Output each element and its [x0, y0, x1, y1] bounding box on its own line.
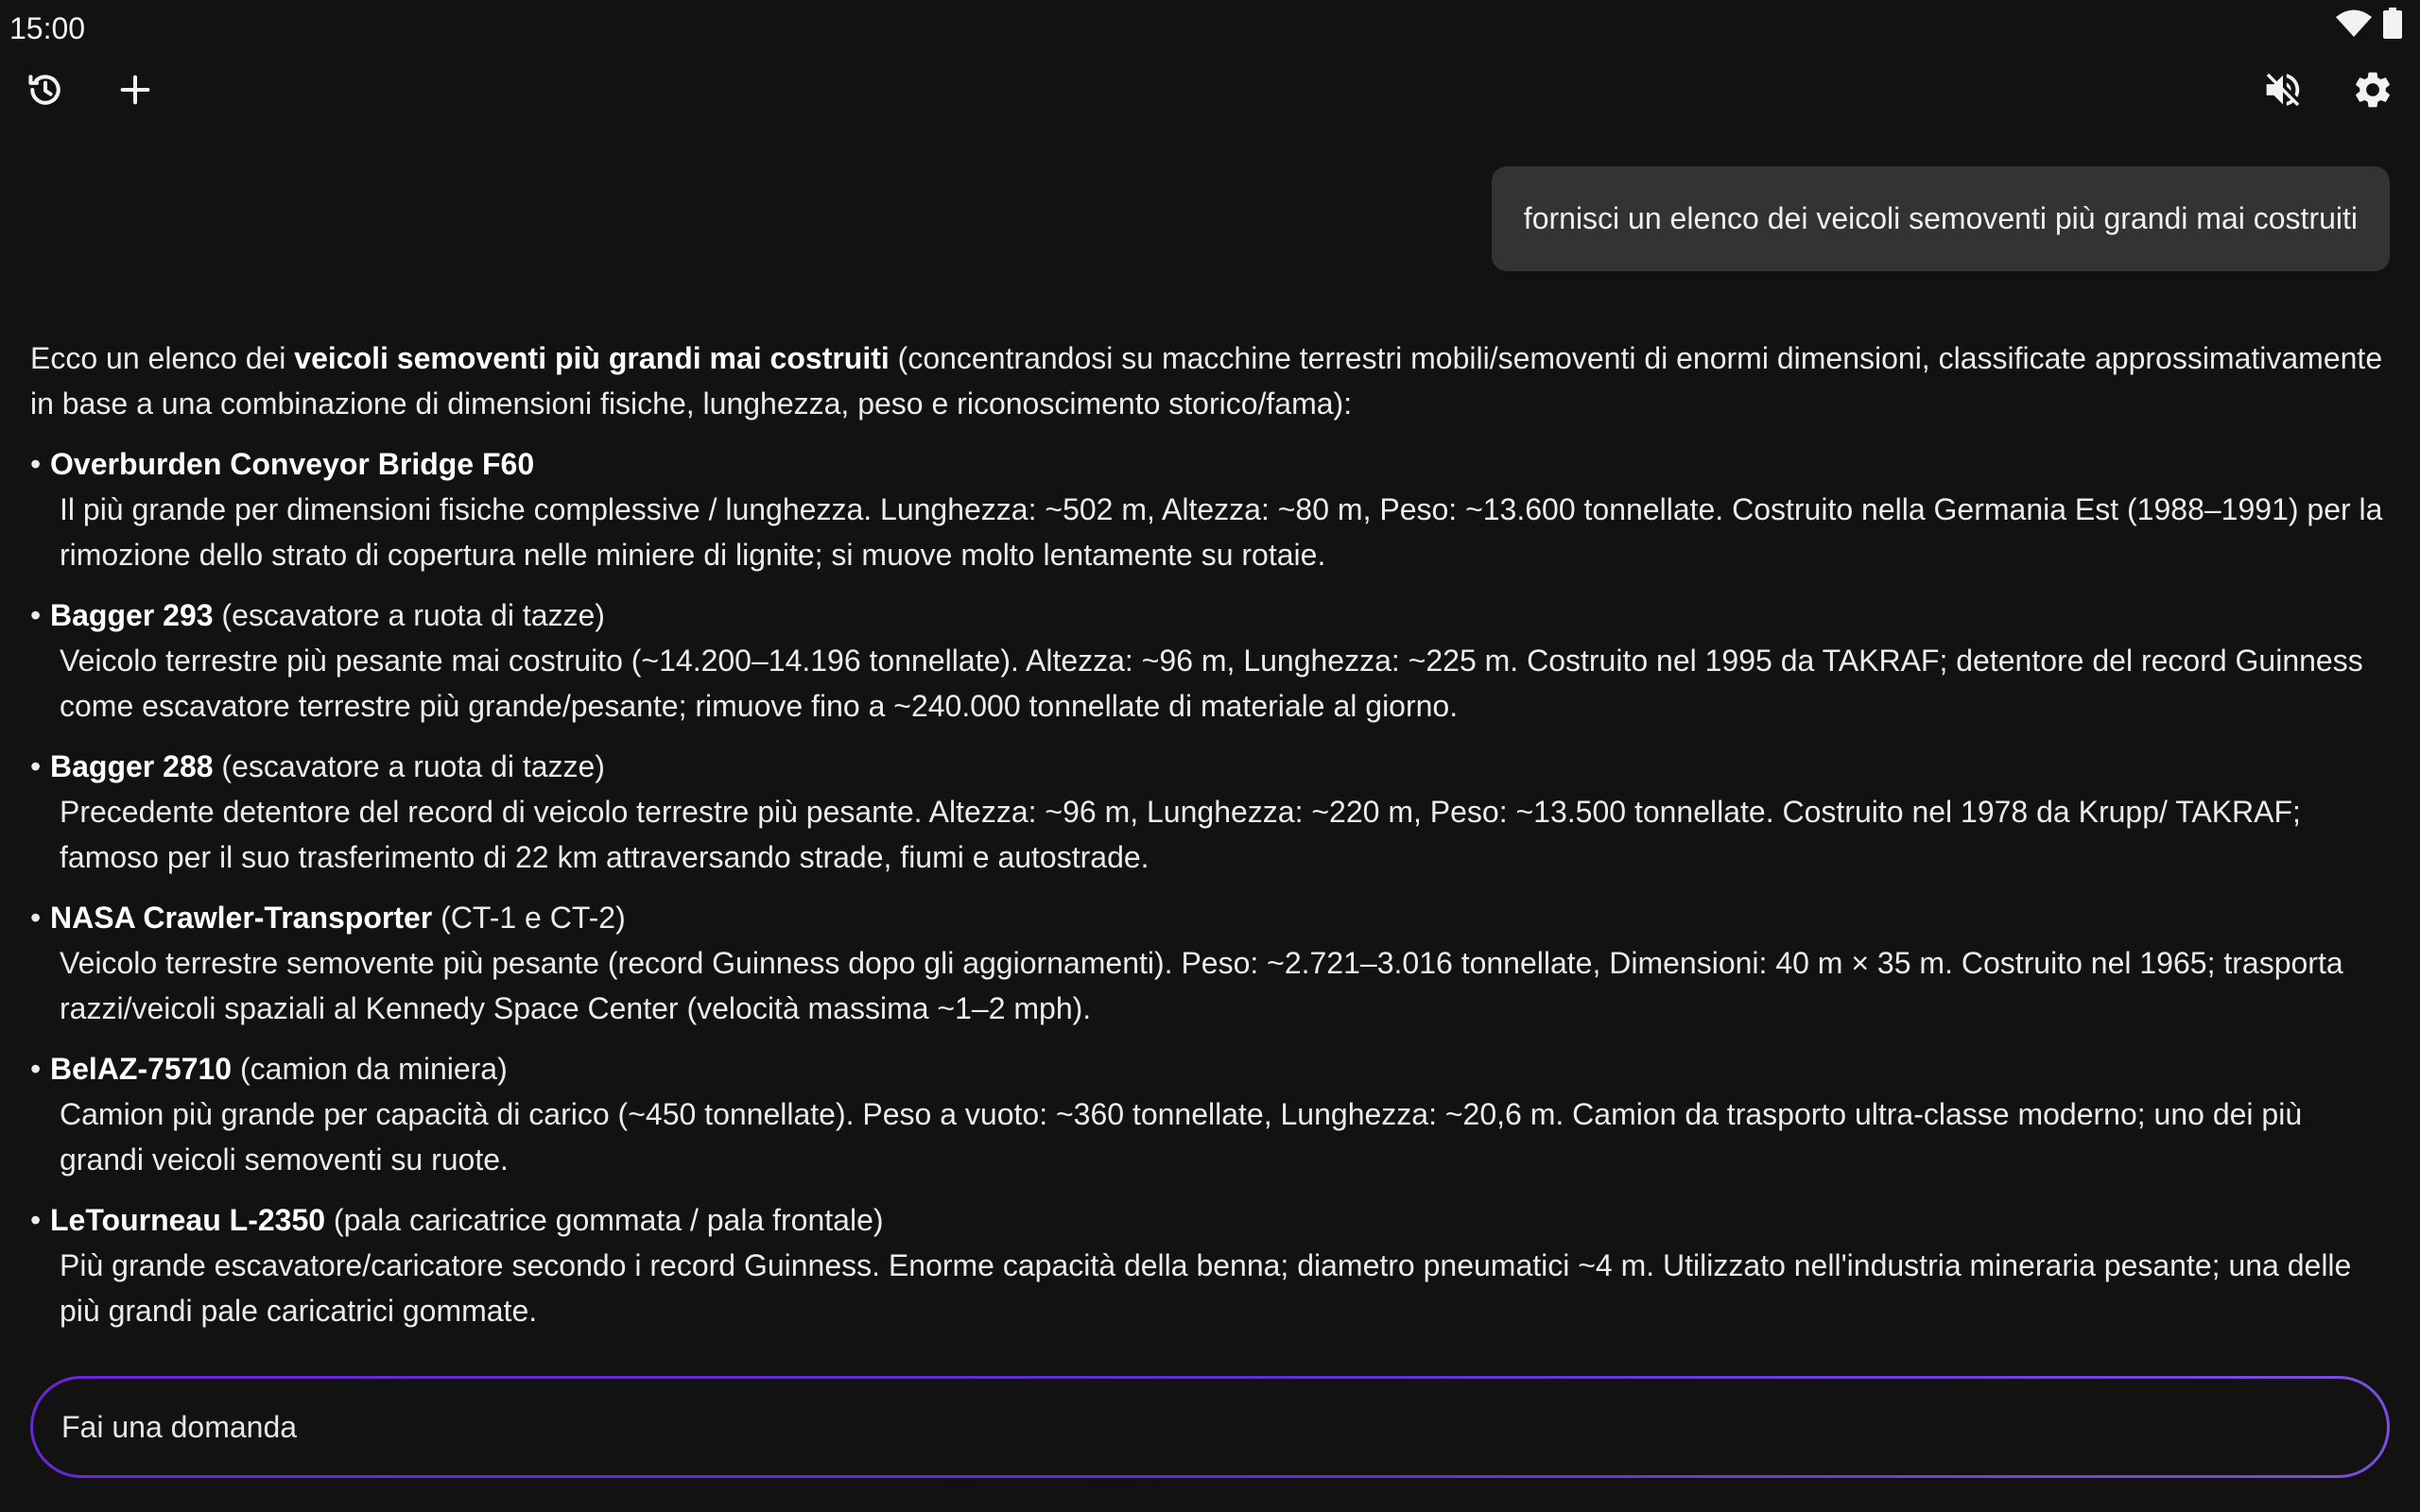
list-item: [30, 593, 2394, 729]
list-item: [30, 744, 2394, 880]
item-name: Overburden Conveyor Bridge F60: [50, 447, 535, 481]
item-subtitle: (CT-1 e CT-2): [432, 901, 626, 935]
list-item: [30, 441, 2394, 577]
user-message-text: fornisci un elenco dei veicoli semoventi più grandi mai costruiti: [1523, 201, 2358, 235]
item-description: Più grande escavatore/caricatore secondo i record Guinness. Enorme capacità della benna; diametro pneumatici ~4 m. Utilizzato nell'industria mineraria pesante; una delle più grandi pale caricatrici gommate.: [60, 1248, 2352, 1328]
item-description: Precedente detentore del record di veicolo terrestre più pesante. Altezza: ~96 m, Lunghezza: ~220 m, Peso: ~13.500 tonnellate. Costruito nel 1978 da Krupp/ TAKRAF; famoso per il suo trasferimento di 22 km attraversando strade, fiumi e autostrade.: [60, 795, 2301, 874]
assistant-answer: [30, 335, 2394, 1349]
item-name: LeTourneau L-2350: [50, 1203, 326, 1237]
battery-icon: [2382, 8, 2403, 44]
history-icon: [25, 69, 66, 115]
item-subtitle: (escavatore a ruota di tazze): [213, 598, 605, 632]
mute-button[interactable]: [2254, 62, 2312, 121]
toolbar: [0, 62, 2420, 121]
status-bar: [0, 0, 2420, 57]
new-chat-button[interactable]: [106, 62, 164, 121]
answer-intro: [30, 335, 2394, 426]
vehicle-list: [30, 441, 2394, 1333]
list-item: [30, 1046, 2394, 1182]
item-description: Il più grande per dimensioni fisiche complessive / lunghezza. Lunghezza: ~502 m, Altezza: ~80 m, Peso: ~13.600 tonnellate. Costruito nella Germania Est (1988–1991) per la rimozione dello strato di copertura nelle miniere di lignite; si muove molto lentamente su rotaie.: [60, 492, 2383, 572]
item-name: BelAZ-75710: [50, 1052, 233, 1086]
status-icons: [2335, 8, 2403, 44]
list-item: [30, 1197, 2394, 1333]
user-message-bubble: [1492, 166, 2390, 271]
intro-text-after: (concentrandosi su macchine terrestri mobili/semoventi di enormi dimensioni, classificate approssimativamente in base a una combinazione di dimensioni fisiche, lunghezza, peso e riconoscimento storico/fama):: [30, 341, 2383, 421]
item-description: Camion più grande per capacità di carico (~450 tonnellate). Peso a vuoto: ~360 tonnellate, Lunghezza: ~20,6 m. Camion da trasporto ultra-classe moderno; uno dei più grandi veicoli semoventi su ruote.: [60, 1097, 2303, 1177]
item-subtitle: (escavatore a ruota di tazze): [213, 749, 605, 783]
history-button[interactable]: [16, 62, 75, 121]
gear-icon: [2351, 68, 2394, 116]
ask-input-box: [33, 1379, 2387, 1475]
item-description: Veicolo terrestre più pesante mai costruito (~14.200–14.196 tonnellate). Altezza: ~96 m, Lunghezza: ~225 m. Costruito nel 1995 da TAKRAF; detentore del record Guinness come escavatore terrestre più grande/pesante; rimuove fino a ~240.000 tonnellate di materiale al giorno.: [60, 644, 2363, 723]
item-name: Bagger 293: [50, 598, 214, 632]
item-description: Veicolo terrestre semovente più pesante (record Guinness dopo gli aggiornamenti). Peso: ~2.721–3.016 tonnellate, Dimensioni: 40 m × 35 m. Costruito nel 1965; trasporta razzi/veicoli spaziali al Kennedy Space Center (velocità massima ~1–2 mph).: [60, 946, 2343, 1025]
item-name: Bagger 288: [50, 749, 214, 783]
item-subtitle: (pala caricatrice gommata / pala frontale): [325, 1203, 884, 1237]
ask-input[interactable]: [60, 1409, 2387, 1446]
status-time: 15:00: [9, 11, 86, 45]
intro-bold: veicoli semoventi più grandi mai costruiti: [294, 341, 890, 375]
item-name: NASA Crawler-Transporter: [50, 901, 433, 935]
list-item: [30, 895, 2394, 1031]
intro-text: Ecco un elenco dei: [30, 341, 295, 375]
wifi-icon: [2335, 9, 2373, 43]
ask-input-container: [30, 1376, 2390, 1478]
volume-off-icon: [2261, 68, 2305, 116]
settings-button[interactable]: [2343, 62, 2402, 121]
item-subtitle: (camion da miniera): [232, 1052, 508, 1086]
plus-icon: [116, 71, 154, 113]
